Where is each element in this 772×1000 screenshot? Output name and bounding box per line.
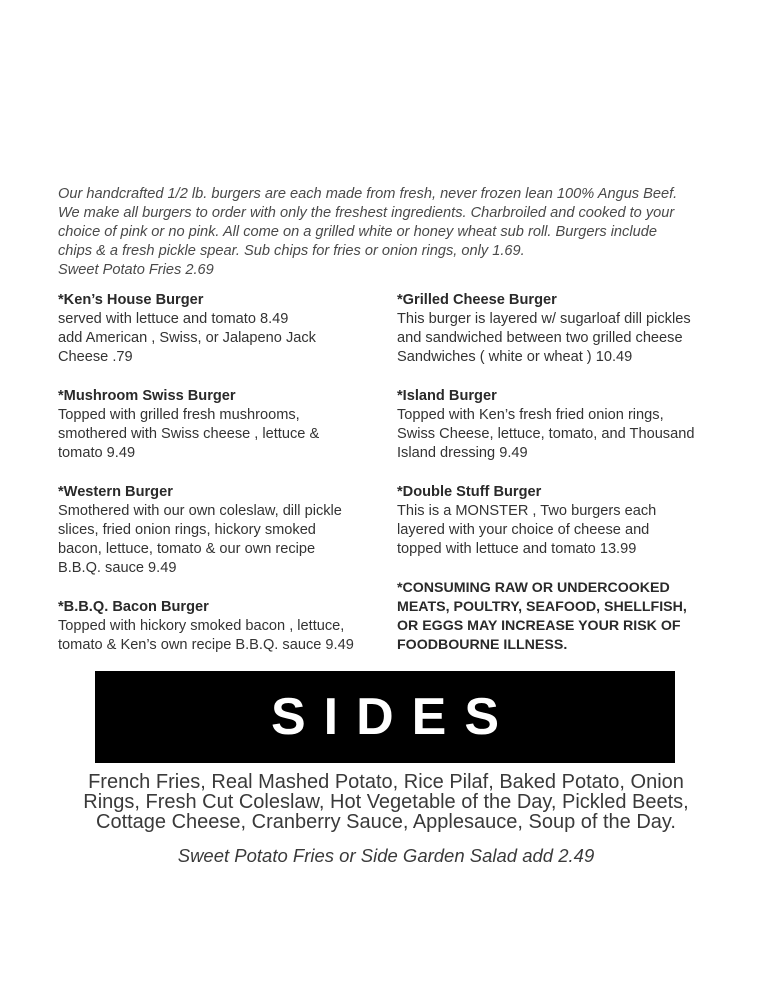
intro-line: chips & a fresh pickle spear. Sub chips for fries or onion rings, only 1.69. (58, 243, 525, 259)
intro-line-sweet-potato: Sweet Potato Fries 2.69 (58, 262, 214, 278)
desc-line: served with lettuce and tomato 8.49 (58, 311, 289, 327)
item-description (58, 310, 388, 367)
warning-line: OR EGGS MAY INCREASE YOUR RISK OF (397, 618, 681, 634)
menu-item-island-burger (397, 387, 717, 463)
desc-line: slices, fried onion rings, hickory smoked (58, 522, 316, 538)
intro-line: choice of pink or no pink. All come on a grilled white or honey wheat sub roll. Burgers include (58, 224, 657, 240)
item-name: *Island Burger (397, 388, 497, 404)
item-name: *Western Burger (58, 484, 173, 500)
desc-line: Cheese .79 (58, 349, 133, 365)
desc-line: Topped with grilled fresh mushrooms, (58, 407, 300, 423)
sides-line: French Fries, Real Mashed Potato, Rice Pilaf, Baked Potato, Onion (88, 771, 684, 793)
sides-line: Rings, Fresh Cut Coleslaw, Hot Vegetable of the Day, Pickled Beets, (83, 791, 689, 813)
burger-column-right (397, 291, 717, 655)
menu-item-mushroom-swiss-burger (58, 387, 388, 463)
burger-column-left (58, 291, 388, 675)
desc-line: Topped with hickory smoked bacon , lettuce, (58, 618, 345, 634)
sides-line: Cottage Cheese, Cranberry Sauce, Applesauce, Soup of the Day. (96, 811, 676, 833)
item-name: *Double Stuff Burger (397, 484, 542, 500)
desc-line: This is a MONSTER , Two burgers each (397, 503, 657, 519)
desc-line: Island dressing 9.49 (397, 445, 528, 461)
menu-item-western-burger (58, 483, 388, 578)
desc-line: layered with your choice of cheese and (397, 522, 650, 538)
desc-line: bacon, lettuce, tomato & our own recipe (58, 541, 316, 557)
menu-item-double-stuff-burger (397, 483, 717, 559)
item-name: *Grilled Cheese Burger (397, 292, 557, 308)
sides-list (40, 772, 732, 832)
intro-paragraph (58, 185, 718, 280)
item-name: *Mushroom Swiss Burger (58, 388, 236, 404)
desc-line: smothered with Swiss cheese , lettuce & (58, 426, 320, 442)
food-safety-warning (397, 579, 717, 655)
item-description (397, 502, 717, 559)
desc-line: add American , Swiss, or Jalapeno Jack (58, 330, 316, 346)
intro-line: Our handcrafted 1/2 lb. burgers are each made from fresh, never frozen lean 100% Angus Beef. (58, 186, 678, 202)
desc-line: tomato 9.49 (58, 445, 136, 461)
item-description (58, 502, 388, 578)
item-description (58, 617, 388, 655)
item-name: *Ken’s House Burger (58, 292, 204, 308)
desc-line: Smothered with our own coleslaw, dill pickle (58, 503, 342, 519)
desc-line: Topped with Ken’s fresh fried onion rings, (397, 407, 664, 423)
item-name: *B.B.Q. Bacon Burger (58, 599, 209, 615)
menu-item-kens-house-burger (58, 291, 388, 367)
item-description (397, 310, 717, 367)
item-description (58, 406, 388, 463)
menu-item-grilled-cheese-burger (397, 291, 717, 367)
sides-addon-note: Sweet Potato Fries or Side Garden Salad add 2.49 (177, 845, 595, 866)
desc-line: Swiss Cheese, lettuce, tomato, and Thousand (397, 426, 695, 442)
warning-line: *CONSUMING RAW OR UNDERCOOKED (397, 580, 670, 596)
intro-line: We make all burgers to order with only the freshest ingredients. Charbroiled and cooked to your (58, 205, 675, 221)
warning-line: MEATS, POULTRY, SEAFOOD, SHELLFISH, (397, 599, 687, 615)
desc-line: B.B.Q. sauce 9.49 (58, 560, 177, 576)
sides-banner (95, 671, 675, 763)
menu-item-bbq-bacon-burger (58, 598, 388, 655)
desc-line: This burger is layered w/ sugarloaf dill pickles (397, 311, 691, 327)
desc-line: and sandwiched between two grilled cheese (397, 330, 683, 346)
warning-line: FOODBOURNE ILLNESS. (397, 637, 568, 653)
desc-line: tomato & Ken’s own recipe B.B.Q. sauce 9.49 (58, 637, 354, 653)
desc-line: topped with lettuce and tomato 13.99 (397, 541, 637, 557)
desc-line: Sandwiches ( white or wheat ) 10.49 (397, 349, 633, 365)
sides-heading: SIDES (270, 688, 518, 746)
item-description (397, 406, 717, 463)
